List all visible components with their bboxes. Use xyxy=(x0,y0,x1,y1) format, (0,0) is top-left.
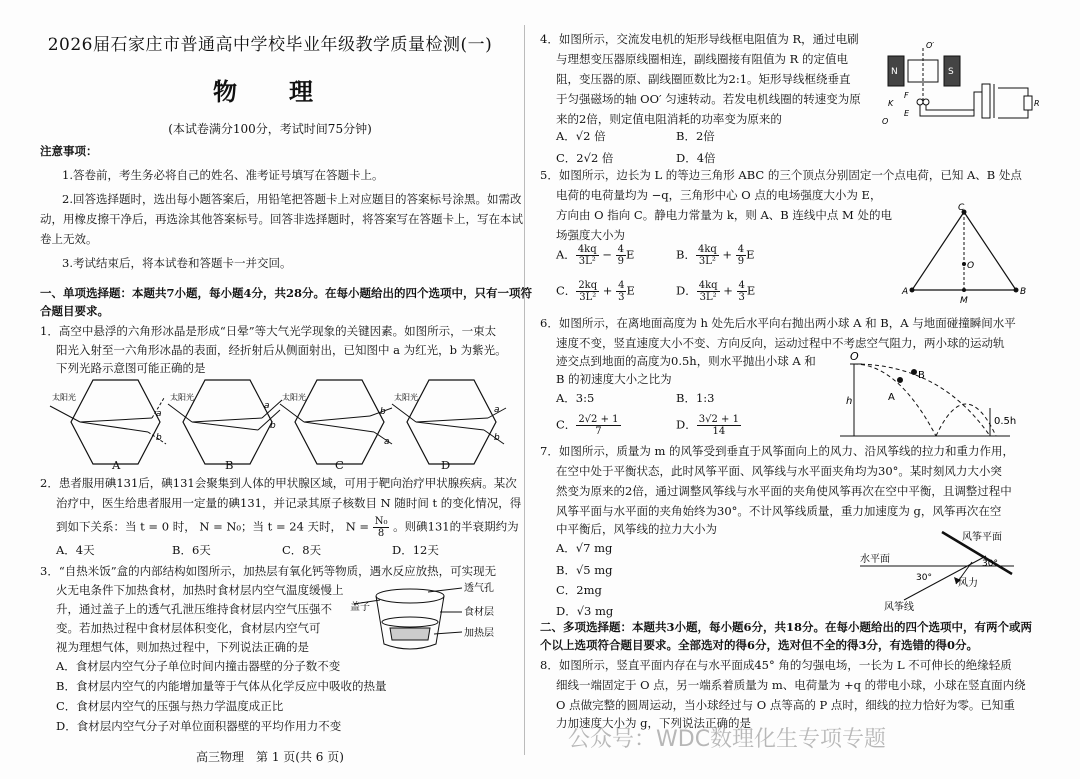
variable-e: E xyxy=(746,283,756,298)
denominator: 3L² xyxy=(579,292,597,303)
q3-option: B．食材层内空气的内能增加量等于气体从化学反应中吸收的热量 xyxy=(56,679,387,693)
operator: + xyxy=(718,247,736,262)
fraction xyxy=(737,280,747,303)
ball-b-label: B xyxy=(918,370,925,381)
q7-option: A．√7 mg xyxy=(556,541,613,555)
denominator: 3 xyxy=(618,292,625,303)
q6-option: B．1:3 xyxy=(676,391,715,405)
denominator: 9 xyxy=(617,256,624,267)
q5-option xyxy=(676,244,755,267)
q8-text: 8．如图所示，竖直平面内存在与水平面成45° 角的匀强电场，一长为 L 不可伸长的绝缘轻质 xyxy=(540,658,1012,672)
denominator: 7 xyxy=(595,426,602,437)
ray-b-label: b xyxy=(494,433,500,443)
sun-label: 太阳光 xyxy=(52,393,76,402)
q4-option: B．2倍 xyxy=(676,129,715,143)
q3-option: D．食材层内空气分子对单位面积器壁的平均作用力不变 xyxy=(56,719,342,733)
variable-e: E xyxy=(626,283,635,298)
half-height-label: 0.5h xyxy=(994,416,1017,427)
q2-text: 治疗中，医生给患者服用一定量的碘131，并记录其原子核数目 N 随时间 t 的变化情况，得 xyxy=(56,496,522,510)
q3-figure xyxy=(350,578,510,660)
exam-title: 2026届石家庄市普通高中学校毕业年级教学质量检测(一) xyxy=(47,35,493,55)
brush-f-label: F xyxy=(904,91,909,100)
q8-text: O 点做完整的圆周运动，当小球经过与 O 点等高的 P 点时，细线的拉力恰好为零。已知重 xyxy=(556,698,1015,712)
q8-text: 力加速度大小为 g，下列说法正确的是 xyxy=(556,716,752,730)
center-o-label: O xyxy=(967,261,975,271)
q1-option-label: C xyxy=(335,458,344,472)
q6-option-d xyxy=(676,414,741,437)
axis-o-label: O xyxy=(882,117,889,126)
q3-text: 火无电条件下加热食材，加热时食材层内空气温度缓慢上 xyxy=(56,583,344,597)
q3-text: 升，通过盖子上的透气孔泄压维持食材层内空气压强不 xyxy=(56,602,332,616)
exam-note: (本试卷满分100分，考试时间75分钟) xyxy=(168,122,372,136)
q2-eq-text: 到如下关系：当 t = 0 时， N = N₀；当 t = 24 天时， N = xyxy=(56,519,370,534)
q7-text: 7．如图所示，质量为 m 的风筝受到垂直于风筝面向上的风力、沿风筝线的拉力和重力作用， xyxy=(540,444,1015,458)
notice-heading: 注意事项： xyxy=(40,144,98,158)
ray-a-label: a xyxy=(384,437,390,447)
q2-text: 2．患者服用碘131后，碘131会聚集到人体的甲状腺区域，可用于靶向治疗甲状腺疾病。某次 xyxy=(40,476,517,490)
q1-text: 下列光路示意图可能正确的是 xyxy=(56,361,206,375)
notice-item: 3.考试结束后，将本试卷和答题卡一并交回。 xyxy=(62,256,292,270)
fraction xyxy=(576,280,599,303)
q6-option: A．3:5 xyxy=(556,391,595,405)
q7-figure xyxy=(846,522,1046,612)
fraction xyxy=(576,414,620,437)
notice-item: 1.答卷前，考生务必将自己的姓名、准考证号填写在答题卡上。 xyxy=(62,168,384,182)
brush-e-label: E xyxy=(904,109,910,118)
q5-option xyxy=(556,280,635,303)
q7-text: 在空中处于平衡状态，此时风筝平面、风筝线与水平面夹角均为30°。某时刻风力大小突 xyxy=(556,464,1002,478)
denominator: 3L² xyxy=(698,256,716,267)
ray-a-label: a xyxy=(264,401,270,411)
vertex-b-label: B xyxy=(1020,287,1027,297)
fraction xyxy=(373,516,390,539)
fraction xyxy=(697,280,720,303)
q1-text: 阳光入射至一六角形冰晶的表面，经折射后从侧面射出，已知图中 a 为红光，b 为紫光。 xyxy=(56,343,507,357)
ray-b-label: b xyxy=(380,407,386,417)
numerator: N₀ xyxy=(374,516,388,527)
fraction xyxy=(696,244,719,267)
q6-text: 6．如图所示，在离地面高度为 h 处先后水平向右抛出两小球 A 和 B，A 与地面碰撞瞬间水平 xyxy=(540,316,1016,330)
q8-text: 细线一端固定于 O 点，另一端系着质量为 m、电荷量为 +q 的带电小球，小球在竖直面内绕 xyxy=(556,678,1026,692)
q4-text: 于匀强磁场的轴 OO′ 匀速转动。若发电机线圈的转速变为原 xyxy=(556,92,861,106)
q4-text: 4．如图所示，交流发电机的矩形导线框电阻值为 R，通过电刷 xyxy=(540,32,859,46)
q5-option xyxy=(556,244,634,267)
q1-text: 1．高空中悬浮的六角形冰晶是形成“日晕”等大气光学现象的关键因素。如图所示，一束太 xyxy=(40,324,497,338)
q3-option: C．食材层内空气的压强与热力学温度成正比 xyxy=(56,699,284,713)
q6-option-c xyxy=(556,414,621,437)
q5-text: 电荷的电荷量均为 −q，三角形中心 O 点的电场强度大小为 E， xyxy=(556,188,882,202)
q3-option: A．食材层内空气分子单位时间内撞击器壁的分子数不变 xyxy=(56,659,341,673)
q4-figure xyxy=(878,40,1038,126)
q7-text: 中平衡后，风筝线的拉力大小为 xyxy=(556,522,717,536)
variable-e: E xyxy=(746,247,755,262)
q6-figure xyxy=(840,350,1040,442)
sun-label: 太阳光 xyxy=(170,393,194,402)
numerator: 2√2 + 1 xyxy=(578,414,619,425)
numerator: 4kq xyxy=(698,280,718,291)
denominator: 9 xyxy=(737,256,745,267)
resistor-r-label: R xyxy=(1034,99,1040,108)
option-key: B． xyxy=(676,247,696,262)
q2-option: D．12天 xyxy=(392,543,439,557)
q2-eq-tail: 。则碘131的半衰期约为 xyxy=(393,519,519,534)
q2-option: B．6天 xyxy=(172,543,211,557)
angle-label: 30° xyxy=(916,573,932,583)
operator: + xyxy=(599,283,617,298)
heat-layer-label: 加热层 xyxy=(464,628,494,639)
denominator: 3L² xyxy=(699,292,717,303)
column-divider xyxy=(524,25,525,755)
option-key: C． xyxy=(556,417,577,432)
denominator: 3 xyxy=(738,292,745,303)
origin-o-label: O xyxy=(850,350,859,363)
q4-text: 与理想变压器原线圈相连，副线圈接有阻值为 R 的定值电 xyxy=(556,52,848,66)
vertex-c-label: C xyxy=(958,203,965,213)
option-key: D． xyxy=(676,283,697,298)
option-key: A． xyxy=(556,247,576,262)
denominator: 14 xyxy=(712,426,726,437)
q4-option: A．√2 倍 xyxy=(556,129,606,143)
q7-text: 然变为原来的2倍，通过调整风筝线与水平面的夹角使风筝再次在空中平衡，且调整过程中 xyxy=(556,484,1012,498)
kite-plane-label: 风筝平面 xyxy=(962,532,1002,543)
q6-text: 迹交点到地面的高度为0.5h，则水平抛出小球 A 和 xyxy=(556,354,816,368)
q4-option: D．4倍 xyxy=(676,151,716,165)
sun-label: 太阳光 xyxy=(282,393,306,402)
notice-item: 2.回答选择题时，选出每小题答案后，用铅笔把答题卡上对应题目的答案标号涂黑。如需改 xyxy=(62,192,522,206)
q5-option xyxy=(676,280,755,303)
q1-option-label: A xyxy=(112,458,121,472)
section-2-heading-2: 个以上选项符合题目要求。全部选对的得6分，选对但不全的得3分，有选错的得0分。 xyxy=(540,638,979,652)
q3-text: 3．“自热米饭”盒的内部结构如图所示，加热层有氧化钙等物质，遇水反应放热，可实现无 xyxy=(40,564,497,578)
q5-text: 场强度大小为 xyxy=(556,228,625,242)
numerator: 2kq xyxy=(578,280,598,291)
axis-o-prime-label: O′ xyxy=(926,41,935,50)
section-1-heading-2: 合题目要求。 xyxy=(40,304,109,318)
q3-text: 视为理想气体，则加热过程中，下列说法正确的是 xyxy=(56,640,309,654)
q7-option: B．√5 mg xyxy=(556,563,613,577)
fraction xyxy=(697,414,741,437)
q1-option-label: D xyxy=(441,458,451,472)
section-2-heading: 二、多项选择题：本题共3小题，每小题6分，共18分。在每小题给出的四个选项中，有两个或两 xyxy=(540,620,1033,634)
q4-text: 阻，变压器的原、副线圈匝数比为2:1。矩形导线框绕垂直 xyxy=(556,72,851,86)
numerator: 4kq xyxy=(697,244,717,255)
q2-option: C．8天 xyxy=(282,543,322,557)
brush-k-label: K xyxy=(888,99,894,108)
q3-text: 变。若加热过程中食材层体积变化，食材层内空气可 xyxy=(56,621,321,635)
sun-label: 太阳光 xyxy=(394,393,418,402)
food-layer-label: 食材层 xyxy=(464,607,494,618)
watermark: 公众号：WDC数理化生专项专题 xyxy=(568,727,887,752)
numerator: 4 xyxy=(618,280,625,291)
numerator: 4 xyxy=(737,244,745,255)
operator: + xyxy=(719,283,737,298)
midpoint-m-label: M xyxy=(960,296,968,306)
height-h-label: h xyxy=(846,396,853,407)
notice-item: 动，用橡皮擦干净后，再选涂其他答案标号。回答非选择题时，将答案写在答题卡上，写在本试 xyxy=(40,212,523,226)
kite-line-label: 风筝线 xyxy=(884,602,914,613)
ray-b-label: b xyxy=(270,421,276,431)
q2-option: A．4天 xyxy=(56,543,95,557)
horizontal-plane-label: 水平面 xyxy=(860,554,890,565)
fraction xyxy=(736,244,746,267)
fraction xyxy=(616,244,626,267)
ball-a-label: A xyxy=(888,392,895,403)
subject-title: 物 理 xyxy=(213,77,327,106)
q4-option: C．2√2 倍 xyxy=(556,151,614,165)
fraction xyxy=(616,280,626,303)
ray-a-label: a xyxy=(494,405,500,415)
option-key: C． xyxy=(556,283,577,298)
magnet-s-label: S xyxy=(948,67,954,77)
magnet-n-label: N xyxy=(891,67,898,77)
q5-text: 方向由 O 指向 C。静电力常量为 k，则 A、B 连线中点 M 处的电 xyxy=(556,208,892,222)
denominator: 3L² xyxy=(578,256,596,267)
q1-option-label: B xyxy=(225,458,234,472)
numerator: 3√2 + 1 xyxy=(698,414,739,425)
q7-option: D．√3 mg xyxy=(556,604,614,618)
lid-label: 盖子 xyxy=(350,602,370,613)
option-key: D． xyxy=(676,417,697,432)
page-footer: 高三物理 第 1 页(共 6 页) xyxy=(196,750,344,764)
denominator: 8 xyxy=(377,528,385,539)
notice-item: 卷上无效。 xyxy=(40,232,98,246)
vertex-a-label: A xyxy=(902,287,909,297)
q4-text: 来的2倍，则定值电阻消耗的功率变为原来的 xyxy=(556,112,782,126)
operator: − xyxy=(598,247,616,262)
ray-a-label: a xyxy=(156,409,162,419)
q7-option: C．2mg xyxy=(556,583,602,597)
section-1-heading: 一、单项选择题：本题共7小题，每小题4分，共28分。在每小题给出的四个选项中，只有一项符 xyxy=(40,286,533,300)
q6-text: B 的初速度大小之比为 xyxy=(556,372,672,386)
q7-text: 风筝平面与水平面的夹角始终为30°。不计风筝线质量，重力加速度为 g，风筝再次在空 xyxy=(556,504,1002,518)
angle-label: 30° xyxy=(982,559,998,569)
numerator: 4 xyxy=(738,280,745,291)
vent-label: 透气孔 xyxy=(464,583,494,594)
variable-e: E xyxy=(625,247,635,262)
fraction xyxy=(576,244,599,267)
q2-text-eq xyxy=(56,516,519,539)
ray-b-label: b xyxy=(156,433,162,443)
q6-text: 速度不变，竖直速度大小不变、方向反向，运动过程中不考虑空气阻力，两小球的运动轨 xyxy=(556,336,1005,350)
q5-figure xyxy=(900,203,1030,306)
numerator: 4 xyxy=(617,244,624,255)
numerator: 4kq xyxy=(577,244,597,255)
q5-text: 5．如图所示，边长为 L 的等边三角形 ABC 的三个顶点分别固定一个点电荷，已知 A、B 处点 xyxy=(540,168,1022,182)
wind-force-label: 风力 xyxy=(958,578,978,589)
